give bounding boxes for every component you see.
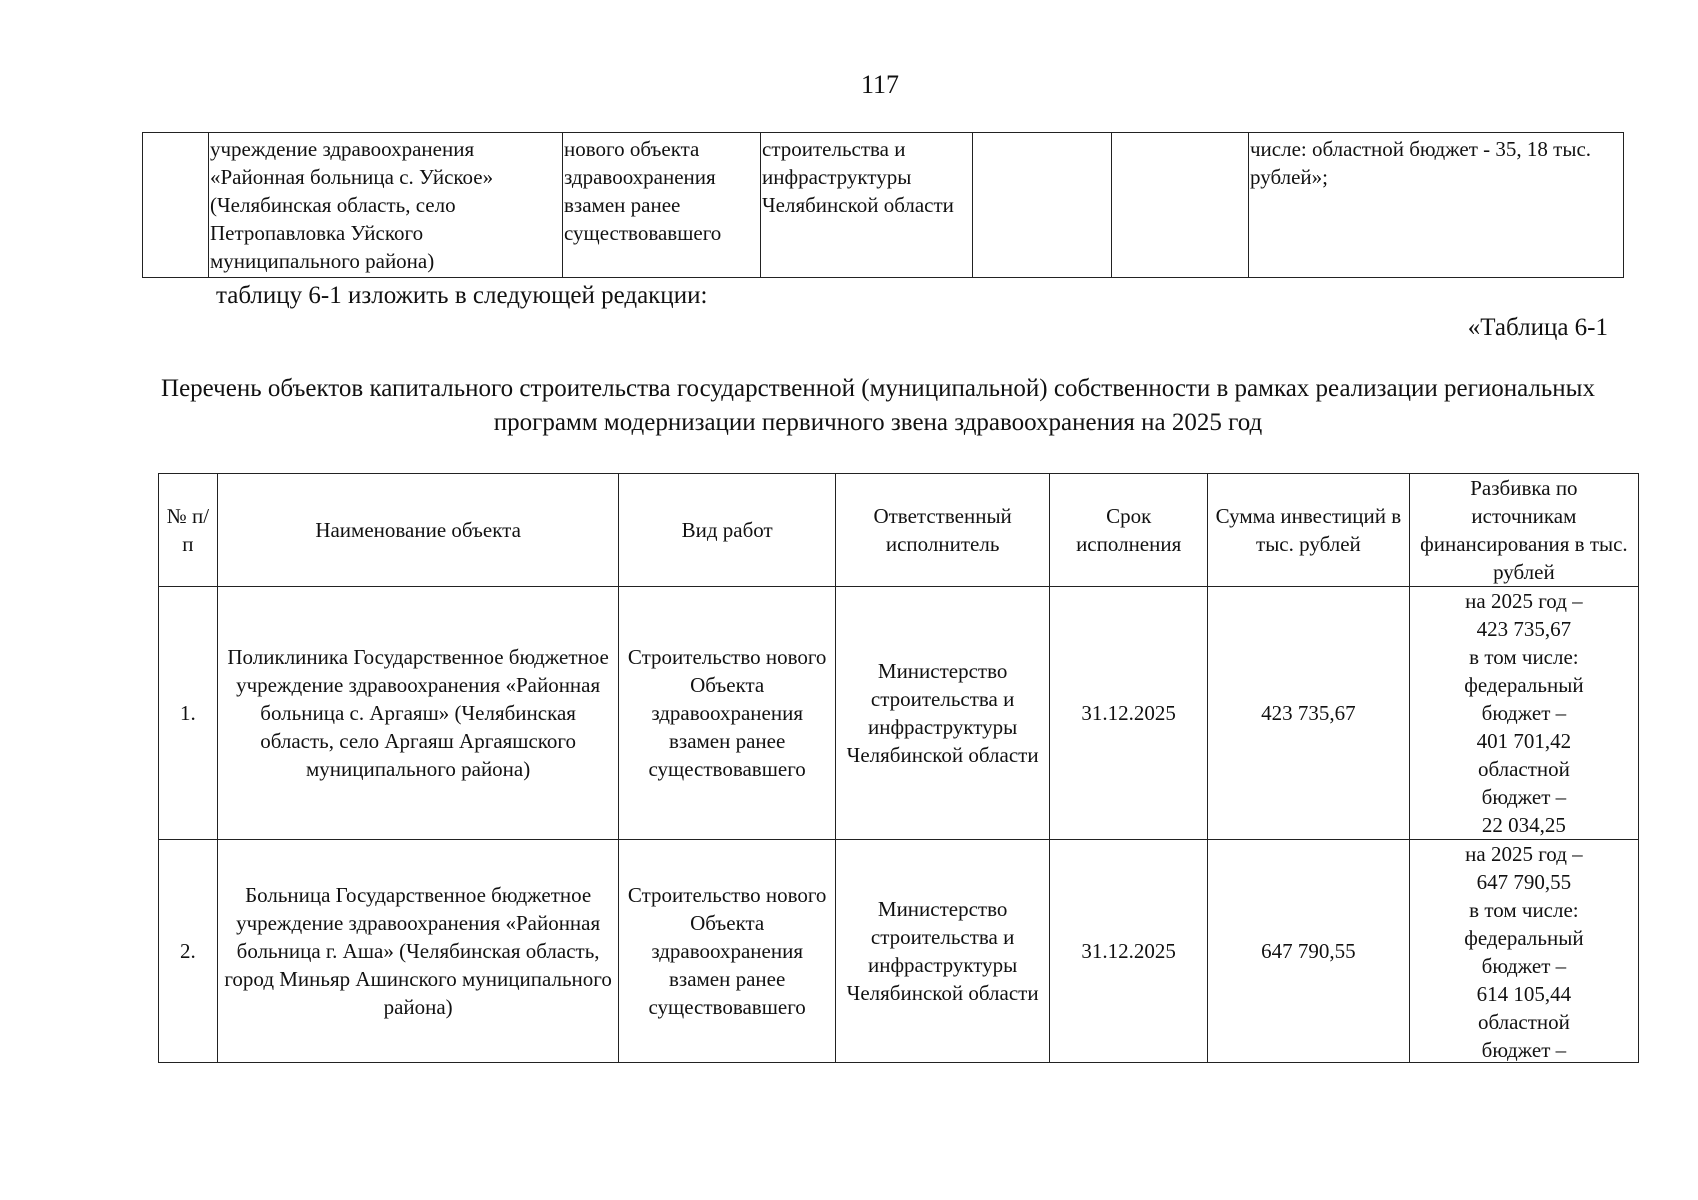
- financing-line: бюджет –: [1481, 701, 1567, 725]
- table-title: Перечень объектов капитального строительства государственной (муниципальной) собственности в рамках реализации региональных программ модернизации первичного звена здравоохранения на 2025 год: [161, 375, 1595, 436]
- header-object-name: Наименование объекта: [217, 474, 619, 587]
- row-number: 2.: [159, 840, 218, 1063]
- table-header-row: [159, 474, 1639, 587]
- financing-breakdown: [1409, 840, 1638, 1063]
- header-investment-sum: Сумма инвестиций в тыс. рублей: [1208, 474, 1410, 587]
- table-cell: нового объекта здравоохранения взамен ранее существовавшего: [563, 133, 761, 278]
- financing-line: федеральный: [1464, 673, 1584, 697]
- header-deadline: Срок исполнения: [1050, 474, 1208, 587]
- table-cell: [1112, 133, 1249, 278]
- table-cell: числе: областной бюджет - 35, 18 тыс. рублей»;: [1249, 133, 1624, 278]
- table-row: [143, 133, 1624, 278]
- financing-line: на 2025 год –: [1465, 842, 1583, 866]
- table-row: [159, 587, 1639, 840]
- financing-line: на 2025 год –: [1465, 589, 1583, 613]
- investment-sum: 423 735,67: [1208, 587, 1410, 840]
- work-type: Строительство нового Объекта здравоохранения взамен ранее существовавшего: [619, 840, 836, 1063]
- objects-table: [158, 473, 1639, 1063]
- financing-line: областной: [1477, 1010, 1570, 1034]
- financing-line: бюджет –: [1481, 954, 1567, 978]
- table-row: [159, 840, 1639, 1063]
- financing-line: в том числе:: [1469, 898, 1579, 922]
- table-cell: [143, 133, 209, 278]
- financing-line: областной: [1477, 757, 1570, 781]
- page-number: 117: [860, 70, 900, 99]
- continuation-table: [142, 132, 1624, 278]
- financing-line: бюджет –: [1481, 785, 1567, 809]
- table-cell: [973, 133, 1112, 278]
- financing-line: 423 735,67: [1476, 617, 1572, 641]
- row-number: 1.: [159, 587, 218, 840]
- object-name: Больница Государственное бюджетное учреждение здравоохранения «Районная больница г. Аша» (Челябинская область, город Миньяр Ашинского муниципального района): [217, 840, 619, 1063]
- header-executor: Ответственный исполнитель: [835, 474, 1049, 587]
- table-label: «Таблица 6-1: [1467, 314, 1608, 341]
- work-type: Строительство нового Объекта здравоохранения взамен ранее существовавшего: [619, 587, 836, 840]
- header-work-type: Вид работ: [619, 474, 836, 587]
- deadline: 31.12.2025: [1050, 587, 1208, 840]
- financing-line: 614 105,44: [1476, 982, 1572, 1006]
- header-financing-breakdown: Разбивка по источникам финансирования в тыс. рублей: [1409, 474, 1638, 587]
- executor: Министерство строительства и инфраструктуры Челябинской области: [835, 840, 1049, 1063]
- object-name: Поликлиника Государственное бюджетное учреждение здравоохранения «Районная больница с. Аргаяш» (Челябинская область, село Аргаяш Аргаяшского муниципального района): [217, 587, 619, 840]
- financing-line: 647 790,55: [1476, 870, 1572, 894]
- financing-line: 22 034,25: [1481, 813, 1566, 837]
- financing-line: 401 701,42: [1476, 729, 1572, 753]
- financing-line: федеральный: [1464, 926, 1584, 950]
- header-number: № п/п: [159, 474, 218, 587]
- table-cell: учреждение здравоохранения «Районная больница с. Уйское» (Челябинская область, село Петропавловка Уйского муниципального района): [209, 133, 563, 278]
- executor: Министерство строительства и инфраструктуры Челябинской области: [835, 587, 1049, 840]
- financing-line: в том числе:: [1469, 645, 1579, 669]
- financing-line: бюджет –: [1481, 1038, 1567, 1062]
- investment-sum: 647 790,55: [1208, 840, 1410, 1063]
- table-cell: строительства и инфраструктуры Челябинской области: [761, 133, 973, 278]
- instruction-text: таблицу 6-1 изложить в следующей редакции:: [216, 282, 708, 309]
- financing-breakdown: [1409, 587, 1638, 840]
- deadline: 31.12.2025: [1050, 840, 1208, 1063]
